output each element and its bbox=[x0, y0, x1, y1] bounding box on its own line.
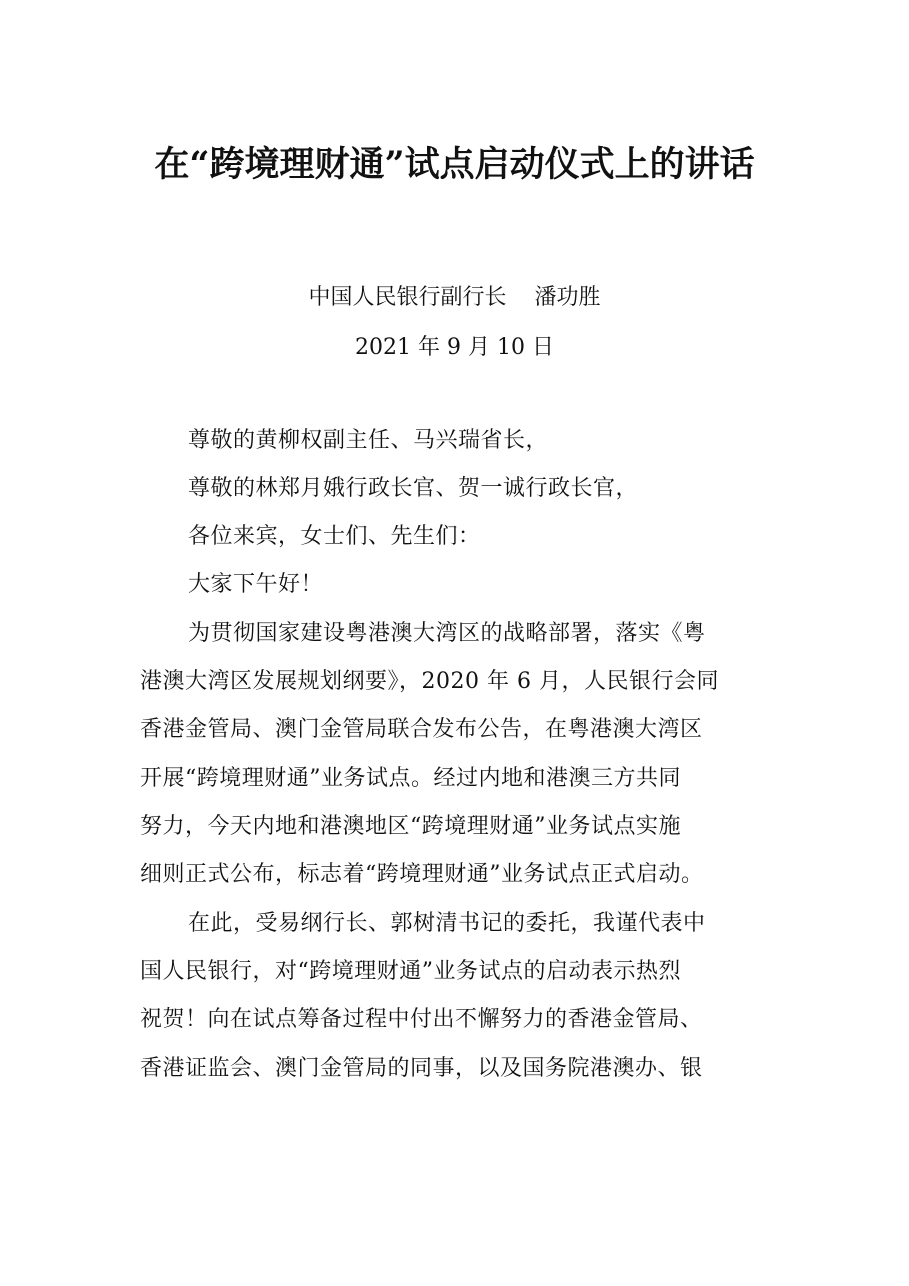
salutation-line: 尊敬的黄柳权副主任、马兴瑞省长， bbox=[188, 428, 549, 453]
paragraph-line: 在此，受易纲行长、郭树清书记的委托，我谨代表中 bbox=[188, 911, 706, 936]
document-title: 在“跨境理财通”试点启动仪式上的讲话 bbox=[154, 144, 755, 185]
paragraph-line: 港澳大湾区发展规划纲要》，2020 年 6 月，人民银行会同 bbox=[140, 669, 719, 694]
greeting-line: 大家下午好！ bbox=[188, 572, 324, 597]
salutation-line: 各位来宾，女士们、先生们： bbox=[188, 524, 481, 549]
paragraph-line: 努力，今天内地和港澳地区“跨境理财通”业务试点实施 bbox=[140, 814, 681, 839]
paragraph-line: 细则正式公布，标志着“跨境理财通”业务试点正式启动。 bbox=[140, 862, 704, 887]
paragraph-line: 开展“跨境理财通”业务试点。经过内地和港澳三方共同 bbox=[140, 766, 681, 791]
paragraph-line: 国人民银行，对“跨境理财通”业务试点的启动表示热烈 bbox=[140, 959, 681, 984]
salutation-line: 尊敬的林郑月娥行政长官、贺一诚行政长官， bbox=[188, 476, 639, 501]
author-name: 潘功胜 bbox=[534, 285, 601, 310]
author-line bbox=[0, 283, 909, 313]
paragraph-line: 为贯彻国家建设粤港澳大湾区的战略部署，落实《粤 bbox=[188, 621, 706, 646]
speech-date: 2021 年 9 月 10 日 bbox=[355, 335, 554, 360]
paragraph-line: 香港证监会、澳门金管局的同事，以及国务院港澳办、银 bbox=[140, 1056, 703, 1081]
paragraph-line: 祝贺！向在试点筹备过程中付出不懈努力的香港金管局、 bbox=[140, 1007, 703, 1032]
author-org: 中国人民银行副行长 bbox=[308, 285, 507, 310]
paragraph-line: 香港金管局、澳门金管局联合发布公告，在粤港澳大湾区 bbox=[140, 717, 703, 742]
